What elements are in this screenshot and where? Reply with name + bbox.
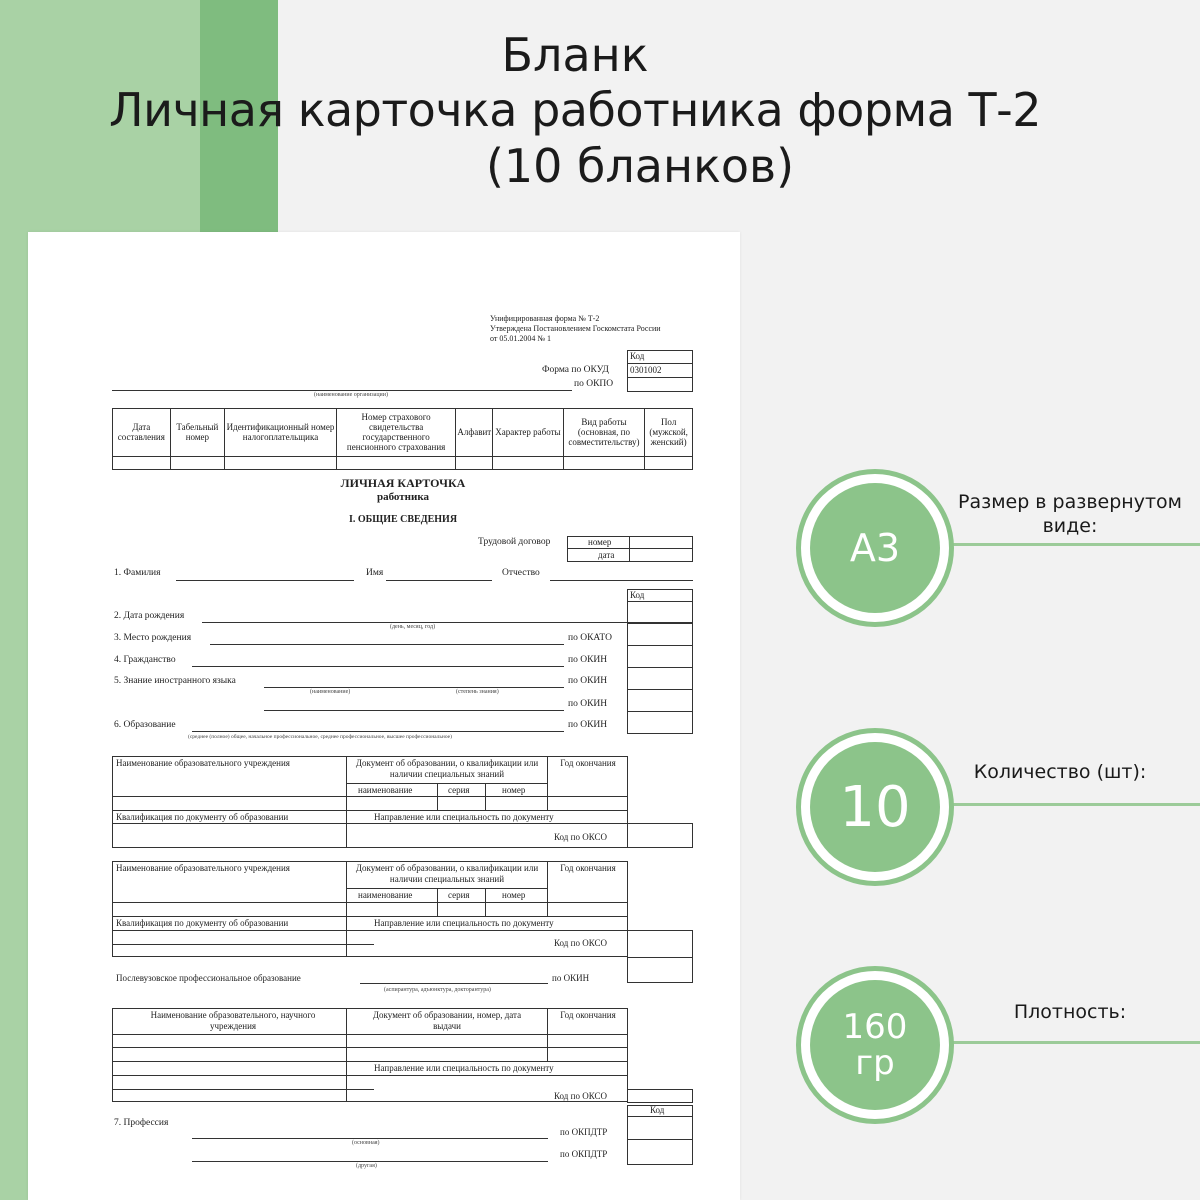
divider: [112, 930, 628, 931]
education-label: 6. Образование: [114, 720, 176, 730]
contract-box: [567, 536, 693, 562]
header-col: Дата составления: [113, 409, 171, 457]
divider: [627, 1139, 693, 1140]
edu-document-label: Документ об образовании, о квалификации или наличии специальных знаний: [355, 863, 539, 884]
contract-label: Трудовой договор: [478, 537, 551, 547]
edu-doc-series-label: серия: [448, 785, 470, 795]
connector-line: [940, 543, 1200, 546]
divider: [627, 623, 693, 624]
divider: [112, 1047, 628, 1048]
okpo-label: по ОКПО: [574, 379, 614, 389]
divider: [437, 783, 438, 810]
divider: [112, 902, 628, 903]
divider: [547, 861, 548, 916]
okso-label: Код по ОКСО: [554, 938, 607, 948]
header-col: Номер страхового свидетельства государственного пенсионного страхования: [336, 409, 456, 457]
divider: [627, 957, 693, 958]
divider: [112, 1075, 628, 1076]
divider: [112, 823, 628, 824]
divider: [567, 548, 693, 549]
birth-date-caption: (день, месяц, год): [390, 624, 436, 630]
divider: [627, 667, 693, 668]
okud-label: Форма по ОКУД: [542, 365, 609, 375]
okso-label: Код по ОКСО: [554, 1091, 607, 1101]
language-line-2[interactable]: [264, 710, 564, 711]
surname-label: 1. Фамилия: [114, 568, 161, 578]
edu-qualification-label: Квалификация по документу об образовании: [116, 812, 289, 822]
divider: [547, 1008, 548, 1062]
feature-density-label: Плотность:: [1013, 1001, 1127, 1023]
edu-doc-number-label: номер: [502, 785, 526, 795]
profession-label: 7. Профессия: [114, 1118, 169, 1128]
okin-label: по ОКИН: [568, 676, 608, 686]
okpdtr-label: по ОКПДТР: [560, 1149, 608, 1159]
header-col: Алфавит: [456, 409, 493, 457]
feature-size-badge: [796, 469, 954, 627]
feature-size-value: А3: [810, 483, 940, 613]
edu-direction-label: Направление или специальность по документу: [374, 812, 554, 822]
approved-text: Утверждена Постановлением Госкомстата России: [490, 324, 661, 333]
feature-quantity-value: 10: [810, 742, 940, 872]
postgrad-label: Послевузовское профессиональное образование: [116, 973, 301, 983]
header-col: Характер работы: [493, 409, 563, 457]
divider: [485, 888, 486, 916]
edu-direction-label: Направление или специальность по документу: [374, 918, 554, 928]
okin-label: по ОКИН: [552, 973, 590, 983]
code-label: Код: [650, 1105, 665, 1115]
section-title: I. ОБЩИЕ СВЕДЕНИЯ: [348, 514, 458, 525]
divider: [627, 363, 693, 364]
header-table: [112, 408, 693, 470]
okato-label: по ОКАТО: [568, 633, 612, 643]
profession-main-line[interactable]: [192, 1138, 548, 1139]
name-line[interactable]: [386, 580, 492, 581]
card-title: ЛИЧНАЯ КАРТОЧКА: [340, 476, 466, 490]
divider: [547, 756, 548, 810]
name-label: Имя: [366, 568, 384, 578]
edu-doc-series-label: серия: [448, 890, 470, 900]
title-line-2: Личная карточка работника форма Т-2: [108, 83, 1041, 137]
code-label: Код: [630, 590, 645, 600]
birth-place-line[interactable]: [210, 644, 564, 645]
edu-qualification-label: Квалификация по документу об образовании: [116, 918, 289, 928]
okin-label: по ОКИН: [568, 720, 608, 730]
divider: [112, 944, 374, 945]
divider: [112, 1034, 628, 1035]
form-sheet: [28, 232, 740, 1200]
org-line: [112, 390, 572, 391]
page-title: [0, 28, 1200, 194]
citizenship-line[interactable]: [192, 666, 564, 667]
contract-date-label: дата: [598, 550, 615, 560]
form-header-info: [490, 314, 720, 344]
lang-level-caption: (степень знания): [456, 689, 499, 695]
divider: [112, 1089, 374, 1090]
org-caption: (наименование организации): [314, 392, 388, 398]
surname-line[interactable]: [176, 580, 354, 581]
divider: [627, 377, 693, 378]
edu-doc-name-label: наименование: [358, 890, 413, 900]
divider: [112, 810, 628, 811]
header-col: Пол (мужской, женский): [645, 409, 693, 457]
edu-doc-number-label: номер: [502, 890, 526, 900]
edu-institution-label: Наименование образовательного учреждения: [116, 758, 290, 768]
divider: [112, 1061, 628, 1062]
divider: [627, 689, 693, 690]
language-line[interactable]: [264, 687, 564, 688]
divider: [112, 916, 628, 917]
postgrad-caption: (аспирантура, адъюнктура, докторантура): [384, 987, 491, 993]
patronymic-line[interactable]: [550, 580, 693, 581]
divider: [627, 645, 693, 646]
patronymic-label: Отчество: [502, 568, 540, 578]
contract-number-label: номер: [588, 537, 612, 547]
postgrad-line[interactable]: [360, 983, 548, 984]
feature-density-value: 160 гр: [810, 980, 940, 1110]
okso-box: [627, 823, 693, 848]
birth-place-label: 3. Место рождения: [114, 633, 192, 643]
okud-value: 0301002: [630, 365, 662, 375]
title-line-3: (10 бланков): [485, 139, 795, 193]
birth-date-line[interactable]: [202, 622, 692, 623]
divider: [346, 861, 347, 957]
header-col: Вид работы (основная, по совместительству): [563, 409, 645, 457]
connector-line: [940, 1041, 1200, 1044]
divider: [627, 601, 693, 602]
edu-document-label: Документ об образовании, о квалификации или наличии специальных знаний: [355, 758, 539, 779]
edu-year-label: Год окончания: [560, 1010, 616, 1020]
card-subtitle: работника: [376, 491, 430, 503]
divider: [346, 756, 347, 848]
language-label: 5. Знание иностранного языка: [114, 676, 236, 686]
okpdtr-label: по ОКПДТР: [560, 1127, 608, 1137]
postgrad-institution-label: Наименование образовательного, научного учреждения: [150, 1010, 316, 1031]
feature-size-label: Размер в развернутом виде:: [957, 491, 1182, 537]
divider: [485, 783, 486, 810]
divider: [627, 711, 693, 712]
divider: [346, 783, 547, 784]
education-line[interactable]: [192, 731, 564, 732]
code-label: Код: [630, 351, 645, 361]
code-column: [627, 589, 693, 734]
divider: [437, 888, 438, 916]
edu-year-label: Год окончания: [560, 758, 616, 768]
edu-doc-name-label: наименование: [358, 785, 413, 795]
profession-other-line[interactable]: [192, 1161, 548, 1162]
feature-quantity-badge: [796, 728, 954, 886]
citizenship-label: 4. Гражданство: [114, 655, 176, 665]
okso-label: Код по ОКСО: [554, 832, 607, 842]
header-col: Идентификационный номер налогоплательщика: [225, 409, 337, 457]
divider: [112, 796, 628, 797]
profession-other-caption: (другая): [356, 1163, 377, 1169]
edu-year-label: Год окончания: [560, 863, 616, 873]
edu-direction-label: Направление или специальность по документу: [374, 1063, 554, 1073]
approved-date-text: от 05.01.2004 № 1: [490, 334, 552, 343]
profession-main-caption: (основная): [352, 1140, 380, 1146]
okin-label: по ОКИН: [568, 655, 608, 665]
title-line-1: Бланк: [501, 28, 649, 82]
feature-density-badge: [796, 966, 954, 1124]
okin-label: по ОКИН: [568, 699, 608, 709]
divider: [629, 536, 630, 562]
divider: [346, 1008, 347, 1102]
birth-date-label: 2. Дата рождения: [114, 611, 185, 621]
edu-institution-label: Наименование образовательного учреждения: [116, 863, 290, 873]
divider: [627, 1116, 693, 1117]
header-col: Табельный номер: [170, 409, 225, 457]
connector-line: [940, 803, 1200, 806]
okso-box: [627, 1089, 693, 1103]
feature-quantity-label: Количество (шт):: [973, 761, 1147, 783]
unified-form-text: Унифицированная форма № Т-2: [490, 314, 600, 323]
divider: [346, 888, 547, 889]
education-caption: (среднее (полное) общее, начальное профессиональное, среднее профессиональное, высшее профессиональное): [188, 734, 452, 740]
postgrad-document-label: Документ об образовании, номер, дата выдачи: [372, 1010, 522, 1031]
lang-name-caption: (наименование): [310, 689, 351, 695]
